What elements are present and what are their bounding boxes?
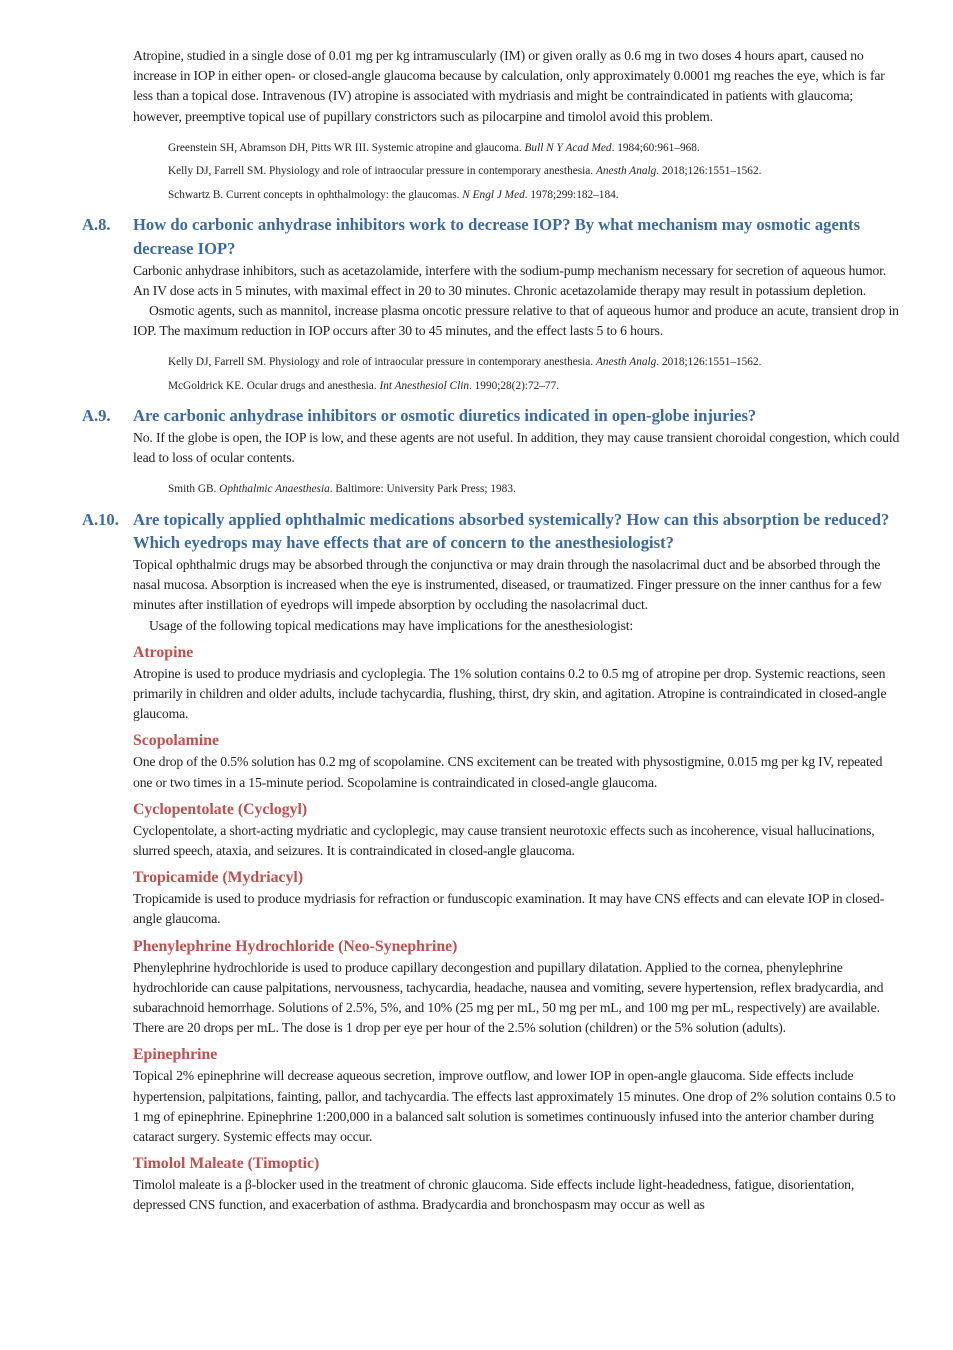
drug-heading: Tropicamide (Mydriacyl) <box>133 869 304 887</box>
reference-list <box>133 137 903 208</box>
drug-heading: Epinephrine <box>133 1046 218 1064</box>
reference-list <box>133 351 903 398</box>
reference-item: Smith GB. Ophthalmic Anaesthesia. Baltimore: University Park Press; 1983. <box>168 483 516 496</box>
drug-heading: Timolol Maleate (Timoptic) <box>133 1155 320 1173</box>
drug-description: One drop of the 0.5% solution has 0.2 mg of scopolamine. CNS excitement can be treated with physostigmine, 0.015 mg per kg IV, repeated one or two times in a 15-minute period. Scopolamine is contraindicated in closed-angle glaucoma. <box>133 754 883 790</box>
answer-paragraph: Usage of the following topical medications may have implications for the anesthesiologist: <box>149 617 634 633</box>
reference-item: Kelly DJ, Farrell SM. Physiology and role of intraocular pressure in contemporary anesthesia. Anesth Analg. 2018;126:1551–1562. <box>168 165 762 178</box>
question-a9 <box>82 404 903 428</box>
drug-description: Cyclopentolate, a short-acting mydriatic and cycloplegic, may cause transient neurotoxic effects such as incoherence, visual hallucinations, slurred speech, ataxia, and seizures. It is contraindicated in closed-angle glaucoma. <box>133 822 875 859</box>
answer-paragraph: Topical ophthalmic drugs may be absorbed through the conjunctiva or may drain through the nasolacrimal duct and be absorbed through the nasal mucosa. Absorption is increased when the eye is instrumented, diseased, or traumatized. Finger pressure on the inner canthus for a few minutes after instillation of eyedrops will impede absorption by occluding the nasolacrimal duct. <box>133 557 882 613</box>
answer-paragraph: No. If the globe is open, the IOP is low, and these agents are not useful. In addition, they may cause transient choroidal congestion, which could lead to loss of ocular contents. <box>133 429 900 466</box>
reference-item: Kelly DJ, Farrell SM. Physiology and role of intraocular pressure in contemporary anesthesia. Anesth Analg. 2018;126:1551–1562. <box>168 356 762 369</box>
question-text: How do carbonic anhydrase inhibitors work to decrease IOP? By what mechanism may osmotic agents decrease IOP? <box>133 215 861 258</box>
answer-paragraph: Osmotic agents, such as mannitol, increase plasma oncotic pressure relative to that of aqueous humor and produce an acute, transient drop in IOP. The maximum reduction in IOP occurs after 30 to 45 minutes, and the effect lasts 5 to 6 hours. <box>133 302 899 339</box>
drug-heading: Phenylephrine Hydrochloride (Neo-Synephrine) <box>133 937 458 955</box>
question-text: Are topically applied ophthalmic medications absorbed systemically? How can this absorption be reduced? Which eyedrops may have effects that are of concern to the anesthesiologist? <box>133 509 890 553</box>
reference-item: Schwartz B. Current concepts in ophthalmology: the glaucomas. N Engl J Med. 1978;299:182–184. <box>168 188 619 201</box>
drug-description: Atropine is used to produce mydriasis and cycloplegia. The 1% solution contains 0.2 to 0.5 mg of atropine per drop. Systemic reactions, seen primarily in children and older adults, include tachycardia, flushing, thirst, dry skin, and agitation. Atropine is contraindicated in closed-angle glaucoma. <box>133 665 887 722</box>
intro-paragraph: Atropine, studied in a single dose of 0.01 mg per kg intramuscularly (IM) or given orally as 0.6 mg in two doses 4 hours apart, caused no increase in IOP in either open- or closed-angle glaucoma because by calculation, only approximately 0.0001 mg reaches the eye, which is far less than a topical dose. Intravenous (IV) atropine is associated with mydriasis and might be contraindicated in patients with glaucoma; however, preemptive topical use of pupillary constrictors such as pilocarpine and timolol avoid this problem. <box>133 48 885 124</box>
reference-list <box>133 478 903 502</box>
question-a10 <box>82 508 903 555</box>
question-number: A.10. <box>82 509 119 529</box>
drug-heading: Atropine <box>133 643 194 661</box>
reference-item: McGoldrick KE. Ocular drugs and anesthesia. Int Anesthesiol Clin. 1990;28(2):72–77. <box>168 379 560 392</box>
reference-item: Greenstein SH, Abramson DH, Pitts WR III. Systemic atropine and glaucoma. Bull N Y Acad Med. 1984;60:961–968. <box>168 141 700 154</box>
question-a8 <box>82 213 903 260</box>
drug-description: Topical 2% epinephrine will decrease aqueous secretion, improve outflow, and lower IOP in open-angle glaucoma. Side effects include hypertension, palpitations, fainting, pallor, and tachycardia. The effects last approximately 15 minutes. One drop of 2% solution contains 0.5 to 1 mg of epinephrine. Epinephrine 1:200,000 in a balanced salt solution is sometimes continuously infused into the anterior chamber during cataract surgery. Systemic effects may occur. <box>133 1068 896 1145</box>
content-column <box>82 46 903 1216</box>
drug-description: Phenylephrine hydrochloride is used to produce capillary decongestion and pupillary dilatation. Applied to the cornea, phenylephrine hydrochloride can cause palpitations, nervousness, tachycardia, headache, nausea and vomiting, severe hypertension, reflex bradycardia, and subarachnoid hemorrhage. Solutions of 2.5%, 5%, and 10% (25 mg per mL, 50 mg per mL, and 100 mg per mL, respectively) are available. There are 20 drops per mL. The dose is 1 drop per eye per hour of the 2.5% solution (children) or the 5% solution (adults). <box>133 959 884 1036</box>
drug-heading: Scopolamine <box>133 732 220 750</box>
question-number: A.8. <box>82 215 111 235</box>
answer-paragraph: Carbonic anhydrase inhibitors, such as acetazolamide, interfere with the sodium-pump mechanism necessary for secretion of aqueous humor. An IV dose acts in 5 minutes, with maximal effect in 20 to 30 minutes. Chronic acetazolamide therapy may result in potassium depletion. <box>133 262 887 298</box>
question-text: Are carbonic anhydrase inhibitors or osmotic diuretics indicated in open-globe injuries? <box>133 406 757 426</box>
drug-description: Timolol maleate is a β-blocker used in the treatment of chronic glaucoma. Side effects include light-headedness, fatigue, disorientation, depressed CNS function, and exacerbation of asthma. Bradycardia and bronchospasm may occur as well as <box>133 1177 855 1213</box>
drug-description: Tropicamide is used to produce mydriasis for refraction or funduscopic examination. It may have CNS effects and can elevate IOP in closed-angle glaucoma. <box>133 891 885 927</box>
drug-heading: Cyclopentolate (Cyclogyl) <box>133 800 308 818</box>
question-number: A.9. <box>82 406 111 426</box>
